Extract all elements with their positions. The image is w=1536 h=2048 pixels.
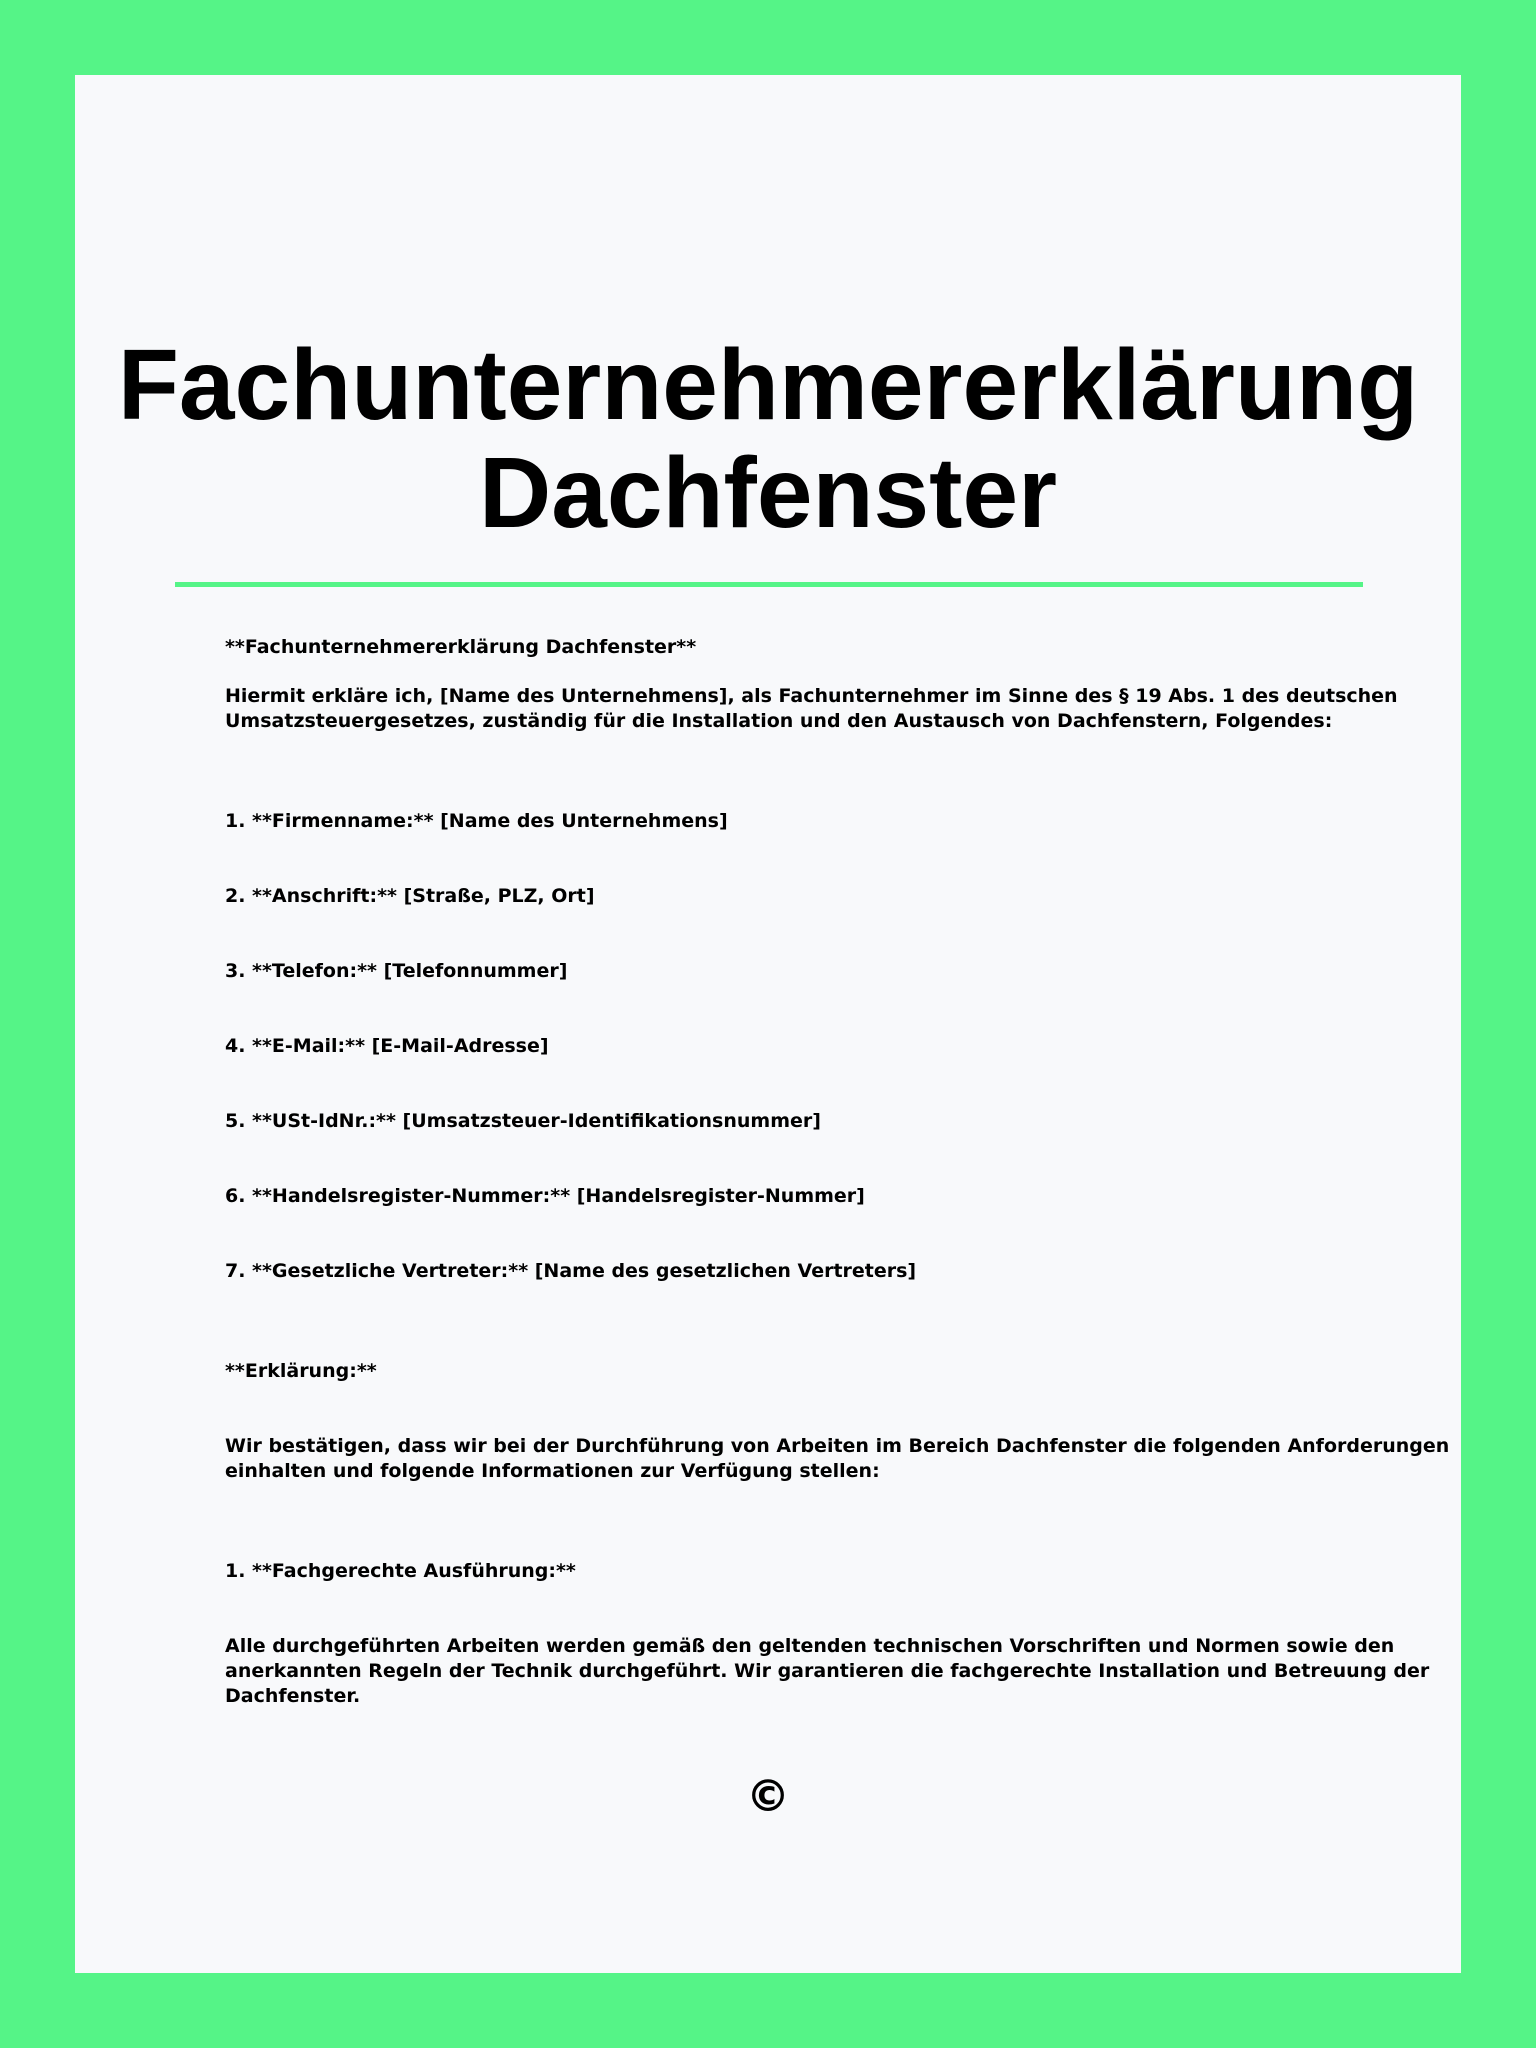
- declaration-heading: **Erklärung:**: [225, 1360, 377, 1382]
- list-item-trade-register: 6. **Handelsregister-Nummer:** [Handelsregister-Nummer]: [225, 1185, 865, 1207]
- declaration-line-2: einhalten und folgende Informationen zur Verfügung stellen:: [225, 1460, 880, 1482]
- title-divider: [175, 582, 1363, 587]
- document-page: [75, 75, 1461, 1973]
- list-item-address: 2. **Anschrift:** [Straße, PLZ, Ort]: [225, 885, 595, 907]
- document-title: [75, 331, 1461, 547]
- list-item-email: 4. **E-Mail:** [E-Mail-Adresse]: [225, 1035, 549, 1057]
- point-1-line-3: Dachfenster.: [225, 1685, 361, 1707]
- list-item-company-name: 1. **Firmenname:** [Name des Unternehmens]: [225, 810, 728, 832]
- list-item-phone: 3. **Telefon:** [Telefonnummer]: [225, 960, 568, 982]
- intro-line-1: Hiermit erkläre ich, [Name des Unternehmens], als Fachunternehmer im Sinne des § 19 Abs. 1 des deutschen: [225, 685, 1398, 707]
- list-item-vat-id: 5. **USt-IdNr.:** [Umsatzsteuer-Identifikationsnummer]: [225, 1110, 821, 1132]
- title-line-1: Fachunternehmererklärung: [117, 329, 1419, 441]
- intro-line-2: Umsatzsteuergesetzes, zuständig für die Installation und den Austausch von Dachfenstern, Folgendes:: [225, 710, 1333, 732]
- title-line-2: Dachfenster: [479, 437, 1057, 549]
- list-item-legal-representative: 7. **Gesetzliche Vertreter:** [Name des gesetzlichen Vertreters]: [225, 1260, 917, 1282]
- point-1-heading: 1. **Fachgerechte Ausführung:**: [225, 1560, 576, 1582]
- declaration-line-1: Wir bestätigen, dass wir bei der Durchführung von Arbeiten im Bereich Dachfenster die folgenden Anforderungen: [225, 1435, 1450, 1457]
- document-heading: **Fachunternehmererklärung Dachfenster**: [225, 636, 697, 658]
- copyright-icon: ©: [746, 1771, 790, 1822]
- point-1-line-2: anerkannten Regeln der Technik durchgeführt. Wir garantieren die fachgerechte Installation und Betreuung der: [225, 1660, 1430, 1682]
- point-1-line-1: Alle durchgeführten Arbeiten werden gemäß den geltenden technischen Vorschriften und Normen sowie den: [225, 1635, 1395, 1657]
